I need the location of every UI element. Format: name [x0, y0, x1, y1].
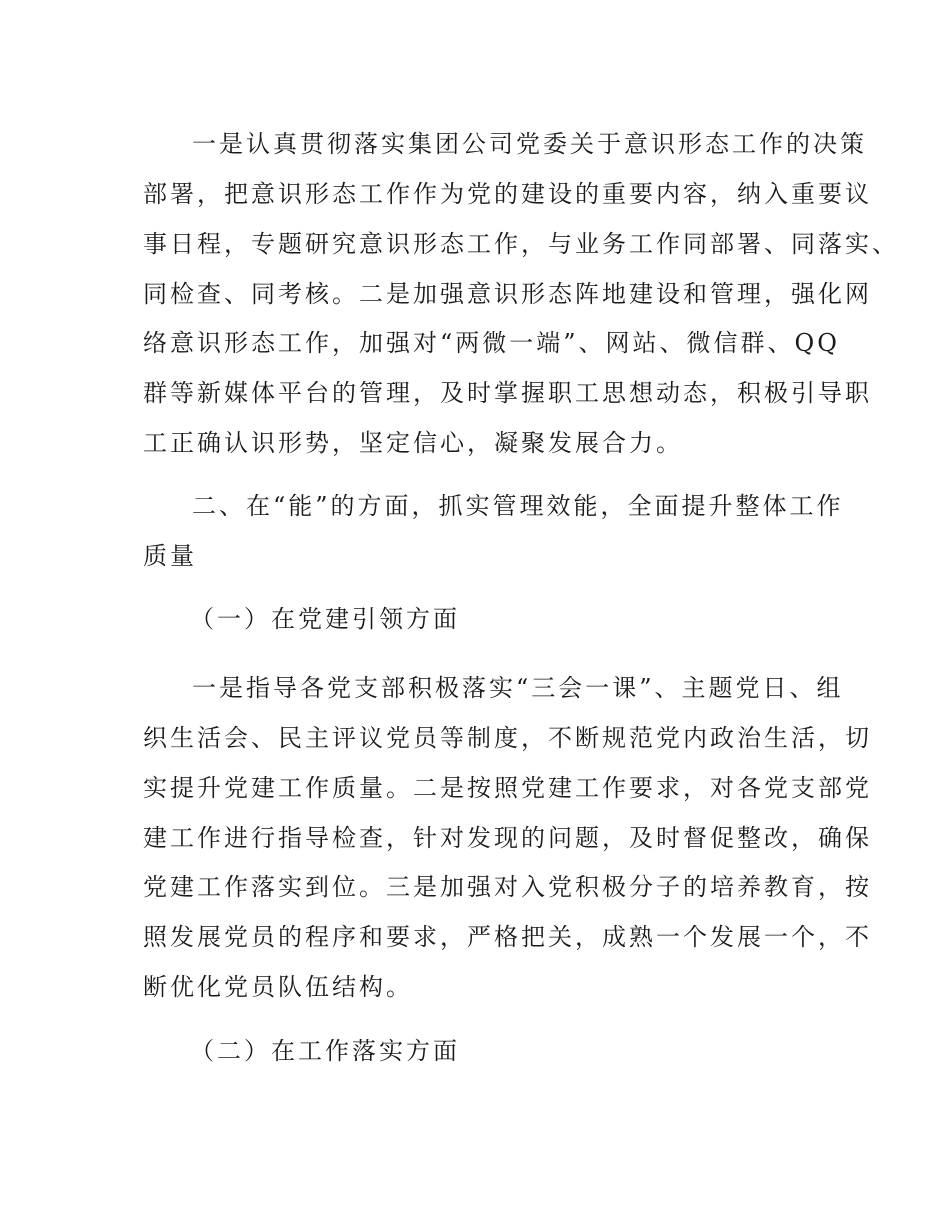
paragraph-line: 一是指导各党支部积极落实“三会一课”、主题党日、组 — [192, 674, 844, 702]
paragraph-line: 群等新媒体平台的管理，及时掌握职工思想动态，积极引导职 — [143, 379, 872, 407]
paragraph-line: 党建工作落实到位。三是加强对入党积极分子的培养教育，按 — [143, 873, 872, 901]
paragraph-line: 同检查、同考核。二是加强意识形态阵地建设和管理，强化网 — [143, 280, 872, 308]
paragraph-line: 一是认真贯彻落实集团公司党委关于意识形态工作的决策 — [192, 130, 867, 158]
paragraph-line: 照发展党员的程序和要求，严格把关，成熟一个发展一个，不 — [143, 923, 872, 951]
paragraph-line: 事日程，专题研究意识形态工作，与业务工作同部署、同落实、 — [143, 230, 899, 258]
section-heading-line: 二、在“能”的方面，抓实管理效能，全面提升整体工作 — [192, 492, 844, 520]
paragraph-line: 织生活会、民主评议党员等制度，不断规范党内政治生活，切 — [143, 724, 872, 752]
paragraph-line: 络意识形态工作，加强对“两微一端”、网站、微信群、QQ — [143, 329, 840, 357]
paragraph-line: 部署，把意识形态工作作为党的建设的重要内容，纳入重要议 — [143, 180, 872, 208]
section-heading-line: 质量 — [143, 542, 197, 570]
paragraph-line: 断优化党员队伍结构。 — [143, 973, 413, 1001]
paragraph-line: 实提升党建工作质量。二是按照党建工作要求，对各党支部党 — [143, 774, 872, 802]
subsection-heading: （一）在党建引领方面 — [190, 605, 460, 633]
subsection-heading: （二）在工作落实方面 — [190, 1037, 460, 1065]
paragraph-line: 建工作进行指导检查，针对发现的问题，及时督促整改，确保 — [143, 824, 872, 852]
paragraph-line: 工正确认识形势，坚定信心，凝聚发展合力。 — [143, 429, 683, 457]
